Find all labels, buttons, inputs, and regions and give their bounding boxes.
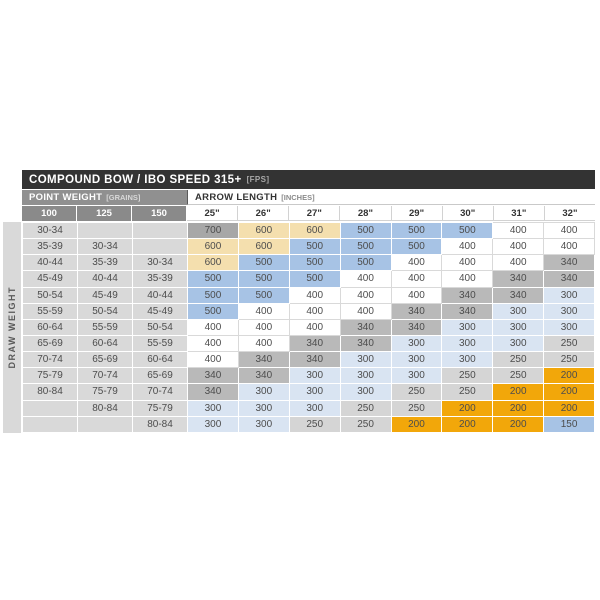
draw-weight-cell: 45-49 <box>23 271 78 287</box>
draw-weight-cell: 30-34 <box>133 255 188 271</box>
table-row <box>23 255 595 271</box>
spine-cell: 400 <box>340 303 391 319</box>
spine-cell: 400 <box>442 271 493 287</box>
spine-cell: 340 <box>289 352 340 368</box>
draw-weight-cell <box>78 416 133 432</box>
arrow-length-col-header-27: 27" <box>289 206 340 221</box>
spine-cell: 300 <box>289 400 340 416</box>
spine-cell: 250 <box>289 416 340 432</box>
spine-cell: 500 <box>340 255 391 271</box>
draw-weight-cell: 40-44 <box>133 287 188 303</box>
spine-cell: 300 <box>391 335 442 351</box>
arrow-length-unit: [INCHES] <box>281 192 315 202</box>
spine-cell: 400 <box>238 335 289 351</box>
spine-cell: 340 <box>238 368 289 384</box>
spine-cell: 400 <box>493 223 544 239</box>
spine-cell: 600 <box>289 223 340 239</box>
spine-cell: 400 <box>289 287 340 303</box>
point-weight-col-header-100: 100 <box>22 206 76 221</box>
arrow-length-col-header-28: 28" <box>340 206 391 221</box>
spine-cell: 400 <box>238 319 289 335</box>
spine-cell: 400 <box>340 287 391 303</box>
spine-cell: 400 <box>289 319 340 335</box>
draw-weight-cell: 55-59 <box>23 303 78 319</box>
spine-cell: 340 <box>544 255 595 271</box>
spine-cell: 250 <box>544 335 595 351</box>
draw-weight-cell: 45-49 <box>133 303 188 319</box>
spine-cell: 400 <box>442 239 493 255</box>
table-row <box>23 368 595 384</box>
table-row <box>23 303 595 319</box>
spine-cell: 400 <box>544 239 595 255</box>
spine-cell: 500 <box>238 287 289 303</box>
spine-cell: 300 <box>340 384 391 400</box>
spine-cell: 300 <box>544 287 595 303</box>
arrow-length-col-header-32: 32" <box>545 206 595 221</box>
chart-title-bar <box>22 170 595 189</box>
spine-cell: 300 <box>391 368 442 384</box>
spine-cell: 300 <box>238 416 289 432</box>
chart-title: COMPOUND BOW / IBO SPEED 315+ <box>29 173 242 186</box>
arrow-length-col-header-26: 26" <box>238 206 289 221</box>
draw-weight-cell: 60-64 <box>133 352 188 368</box>
spine-cell: 200 <box>544 400 595 416</box>
spine-cell: 300 <box>238 384 289 400</box>
spine-cell: 500 <box>391 223 442 239</box>
spine-cell: 300 <box>289 368 340 384</box>
spine-grid <box>22 222 595 433</box>
arrow-length-col-header-29: 29" <box>392 206 443 221</box>
arrow-length-col-header-30: 30" <box>443 206 494 221</box>
spine-cell: 250 <box>493 368 544 384</box>
spine-cell: 300 <box>493 303 544 319</box>
spine-cell: 200 <box>442 416 493 432</box>
spine-cell: 400 <box>289 303 340 319</box>
spine-cell: 250 <box>391 384 442 400</box>
draw-weight-cell: 55-59 <box>78 319 133 335</box>
draw-weight-cell: 30-34 <box>78 239 133 255</box>
spine-cell: 400 <box>188 319 239 335</box>
draw-weight-cell: 50-54 <box>133 319 188 335</box>
point-weight-col-header-125: 125 <box>77 206 131 221</box>
draw-weight-cell: 35-39 <box>133 271 188 287</box>
spine-cell: 340 <box>289 335 340 351</box>
chart-title-unit: [FPS] <box>246 175 270 184</box>
table-row <box>23 239 595 255</box>
spine-cell: 200 <box>493 400 544 416</box>
spine-cell: 340 <box>493 287 544 303</box>
table-row <box>23 319 595 335</box>
draw-weight-cell: 65-69 <box>78 352 133 368</box>
draw-weight-cell: 50-54 <box>78 303 133 319</box>
spine-cell: 500 <box>289 239 340 255</box>
draw-weight-cell <box>23 416 78 432</box>
spine-cell: 340 <box>544 271 595 287</box>
spine-cell: 400 <box>340 271 391 287</box>
spine-cell: 400 <box>493 239 544 255</box>
spine-cell: 300 <box>340 368 391 384</box>
spine-cell: 250 <box>340 416 391 432</box>
draw-weight-cell: 35-39 <box>78 255 133 271</box>
spine-cell: 200 <box>493 416 544 432</box>
table-row <box>23 400 595 416</box>
spine-cell: 340 <box>391 303 442 319</box>
draw-weight-cell: 45-49 <box>78 287 133 303</box>
draw-weight-cell: 65-69 <box>23 335 78 351</box>
draw-weight-cell: 35-39 <box>23 239 78 255</box>
column-header-row <box>22 206 595 221</box>
header-group-row <box>22 190 595 205</box>
spine-cell: 300 <box>289 384 340 400</box>
spine-cell: 400 <box>493 255 544 271</box>
draw-weight-cell: 60-64 <box>78 335 133 351</box>
spine-cell: 500 <box>289 255 340 271</box>
spine-cell: 250 <box>442 384 493 400</box>
spine-cell: 150 <box>544 416 595 432</box>
spine-cell: 340 <box>340 335 391 351</box>
spine-cell: 600 <box>238 223 289 239</box>
spine-cell: 500 <box>238 255 289 271</box>
spine-cell: 200 <box>442 400 493 416</box>
spine-cell: 300 <box>188 416 239 432</box>
draw-weight-cell: 30-34 <box>23 223 78 239</box>
table-row <box>23 416 595 432</box>
spine-cell: 300 <box>442 319 493 335</box>
draw-weight-cell: 80-84 <box>78 400 133 416</box>
table-row <box>23 352 595 368</box>
table-row <box>23 271 595 287</box>
spine-cell: 500 <box>188 303 239 319</box>
spine-cell: 300 <box>238 400 289 416</box>
spine-cell: 500 <box>188 271 239 287</box>
arrow-length-col-header-31: 31" <box>494 206 545 221</box>
spine-cell: 250 <box>493 352 544 368</box>
point-weight-label: POINT WEIGHT <box>29 192 103 203</box>
draw-weight-cell: 50-54 <box>23 287 78 303</box>
spine-cell: 500 <box>289 271 340 287</box>
spine-cell: 300 <box>391 352 442 368</box>
draw-weight-cell: 55-59 <box>133 335 188 351</box>
spine-cell: 600 <box>238 239 289 255</box>
table-row <box>23 384 595 400</box>
point-weight-group-header <box>22 190 187 205</box>
arrow-length-group-header <box>187 190 595 205</box>
spine-cell: 300 <box>544 303 595 319</box>
draw-weight-cell: 60-64 <box>23 319 78 335</box>
draw-weight-cell: 80-84 <box>133 416 188 432</box>
spine-cell: 600 <box>188 239 239 255</box>
spine-cell: 340 <box>391 319 442 335</box>
spine-cell: 400 <box>544 223 595 239</box>
point-weight-col-header-150: 150 <box>132 206 186 221</box>
draw-weight-cell: 70-74 <box>23 352 78 368</box>
spine-cell: 340 <box>238 352 289 368</box>
draw-weight-cell: 75-79 <box>133 400 188 416</box>
spine-cell: 340 <box>188 368 239 384</box>
draw-weight-cell <box>133 239 188 255</box>
draw-weight-cell: 70-74 <box>133 384 188 400</box>
spine-cell: 500 <box>238 271 289 287</box>
spine-cell: 400 <box>238 303 289 319</box>
chart-table <box>22 170 595 433</box>
arrow-length-label: ARROW LENGTH <box>195 191 278 203</box>
table-row <box>23 223 595 239</box>
table-row <box>23 335 595 351</box>
spine-cell: 300 <box>544 319 595 335</box>
draw-weight-cell <box>23 400 78 416</box>
draw-weight-cell: 80-84 <box>23 384 78 400</box>
spine-cell: 400 <box>391 271 442 287</box>
spine-cell: 250 <box>340 400 391 416</box>
spine-cell: 500 <box>442 223 493 239</box>
draw-weight-cell: 75-79 <box>78 384 133 400</box>
spine-cell: 200 <box>391 416 442 432</box>
draw-weight-axis-label: DRAW WEIGHT <box>7 286 17 369</box>
spine-cell: 400 <box>391 255 442 271</box>
spine-cell: 200 <box>493 384 544 400</box>
spine-cell: 400 <box>188 352 239 368</box>
spine-cell: 600 <box>188 255 239 271</box>
spine-cell: 300 <box>442 352 493 368</box>
arrow-length-col-header-25: 25" <box>187 206 238 221</box>
spine-cell: 340 <box>340 319 391 335</box>
spine-cell: 700 <box>188 223 239 239</box>
draw-weight-cell: 40-44 <box>78 271 133 287</box>
spine-cell: 300 <box>493 335 544 351</box>
spine-cell: 300 <box>188 400 239 416</box>
draw-weight-cell <box>133 223 188 239</box>
draw-weight-cell: 65-69 <box>133 368 188 384</box>
spine-cell: 400 <box>442 255 493 271</box>
spine-cell: 340 <box>442 303 493 319</box>
draw-weight-cell <box>78 223 133 239</box>
spine-cell: 200 <box>544 368 595 384</box>
draw-weight-cell: 40-44 <box>23 255 78 271</box>
spine-cell: 200 <box>544 384 595 400</box>
spine-cell: 250 <box>391 400 442 416</box>
spine-cell: 300 <box>442 335 493 351</box>
spine-cell: 250 <box>544 352 595 368</box>
spine-cell: 500 <box>340 223 391 239</box>
spine-cell: 400 <box>188 335 239 351</box>
spine-cell: 500 <box>391 239 442 255</box>
spine-cell: 500 <box>188 287 239 303</box>
draw-weight-cell: 75-79 <box>23 368 78 384</box>
spine-cell: 340 <box>188 384 239 400</box>
point-weight-unit: [GRAINS] <box>106 193 141 202</box>
spine-cell: 340 <box>493 271 544 287</box>
spine-cell: 300 <box>340 352 391 368</box>
spine-cell: 300 <box>493 319 544 335</box>
draw-weight-cell: 70-74 <box>78 368 133 384</box>
draw-weight-axis <box>3 222 21 433</box>
spine-cell: 250 <box>442 368 493 384</box>
spine-cell: 400 <box>391 287 442 303</box>
spine-cell: 500 <box>340 239 391 255</box>
spine-cell: 340 <box>442 287 493 303</box>
table-row <box>23 287 595 303</box>
